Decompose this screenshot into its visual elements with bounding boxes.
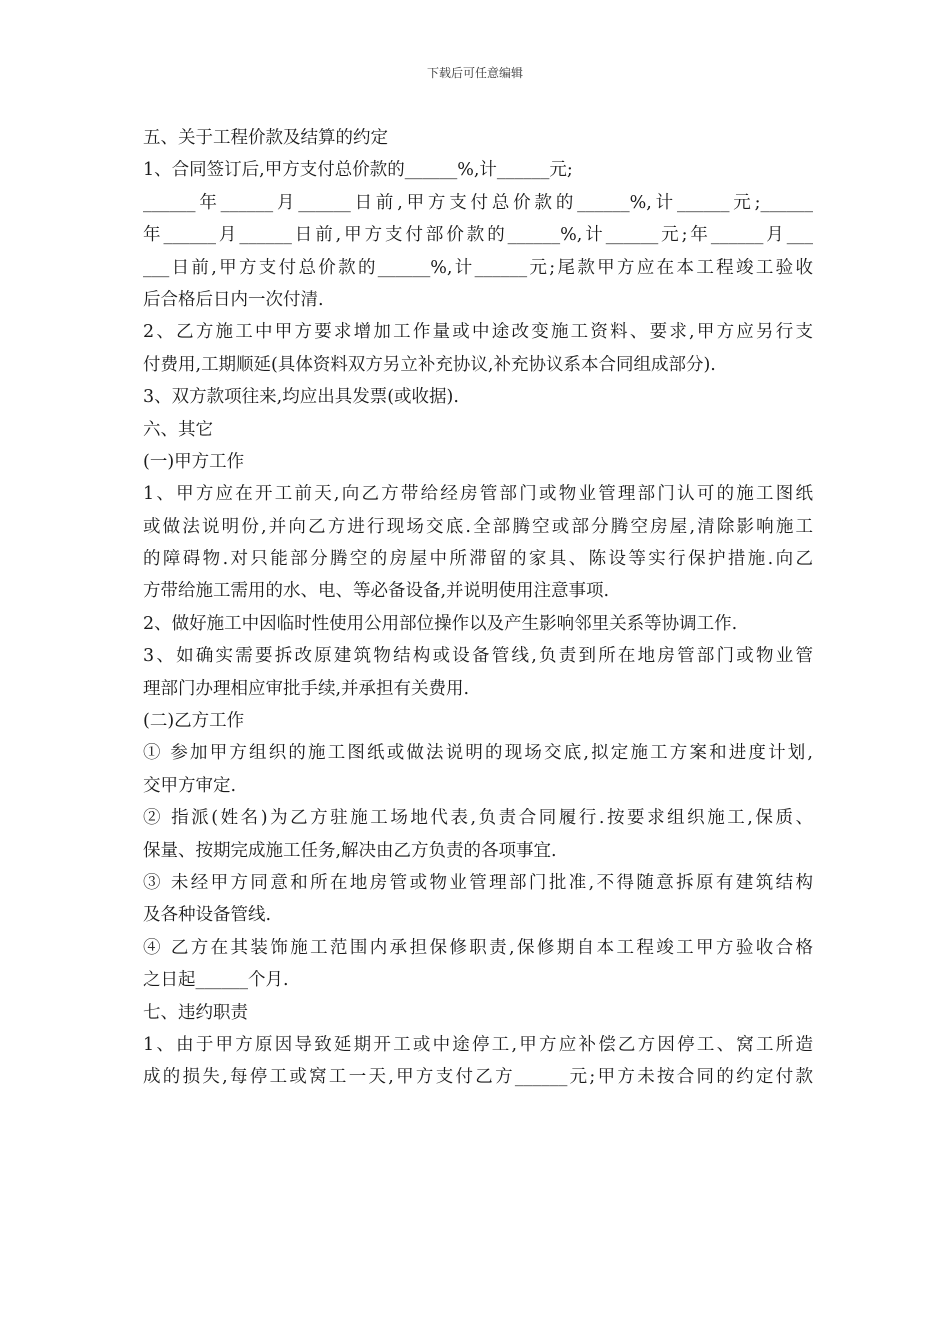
paragraph-line: ③ 未经甲方同意和所在地房管或物业管理部门批准,不得随意拆原有建筑结构 [143,872,813,893]
paragraph-line: 付费用,工期顺延(具体资料双方另立补充协议,补充协议系本合同组成部分). [143,354,716,375]
paragraph-line: 理部门办理相应审批手续,并承担有关费用. [143,678,470,699]
paragraph-line: ______年______月______日前,甲方支付总价款的______%,计______元;______ [143,192,813,213]
paragraph-line: 3、如确实需要拆改原建筑物结构或设备管线,负责到所在地房管部门或物业管 [143,646,813,667]
paragraph-line: ① 参加甲方组织的施工图纸或做法说明的现场交底,拟定施工方案和进度计划, [143,743,813,764]
paragraph-line: 方带给施工需用的水、电、等必备设备,并说明使用注意事项. [143,581,610,602]
paragraph-line: 交甲方审定. [143,775,237,796]
paragraph-line: 年______月______日前,甲方支付部价款的______%,计______元;年______月___ [143,225,813,246]
paragraph-line: 2、乙方施工中甲方要求增加工作量或中途改变施工资料、要求,甲方应另行支 [143,322,813,343]
paragraph-line: 或做法说明份,并向乙方进行现场交底.全部腾空或部分腾空房屋,清除影响施工 [143,516,813,537]
section-heading: 七、违约职责 [143,1002,248,1023]
paragraph-line: ④ 乙方在其装饰施工范围内承担保修职责,保修期自本工程竣工甲方验收合格 [143,937,813,958]
paragraph-line: 成的损失,每停工或窝工一天,甲方支付乙方______元;甲方未按合同的约定付款 [143,1067,813,1088]
paragraph-line: 3、双方款项往来,均应出具发票(或收据). [143,387,459,408]
paragraph-line: 及各种设备管线. [143,905,272,926]
paragraph-line: ___日前,甲方支付总价款的______%,计______元;尾款甲方应在本工程竣工验收 [143,257,813,278]
paragraph-line: 1、甲方应在开工前天,向乙方带给经房管部门或物业管理部门认可的施工图纸 [143,484,813,505]
paragraph-line: 2、做好施工中因临时性使用公用部位操作以及产生影响邻里关系等协调工作. [143,613,738,634]
subsection-heading: (二)乙方工作 [143,711,245,732]
paragraph-line: 1、由于甲方原因导致延期开工或中途停工,甲方应补偿乙方因停工、窝工所造 [143,1034,813,1055]
paragraph-line: 后合格后日内一次付清. [143,289,324,310]
contract-body [143,122,813,1094]
paragraph-line: 1、合同签订后,甲方支付总价款的______%,计______元; [143,160,573,181]
paragraph-line: 的障碍物.对只能部分腾空的房屋中所滞留的家具、陈设等实行保护措施.向乙 [143,549,813,570]
section-heading: 五、关于工程价款及结算的约定 [143,128,388,148]
subsection-heading: (一)甲方工作 [143,451,245,472]
paragraph-line: ② 指派(姓名)为乙方驻施工场地代表,负责合同履行.按要求组织施工,保质、 [143,808,813,829]
page-header-note: 下载后可任意编辑 [426,66,523,80]
paragraph-line: 之日起______个月. [143,970,289,991]
paragraph-line: 保量、按期完成施工任务,解决由乙方负责的各项事宜. [143,840,557,861]
section-heading: 六、其它 [143,419,213,440]
